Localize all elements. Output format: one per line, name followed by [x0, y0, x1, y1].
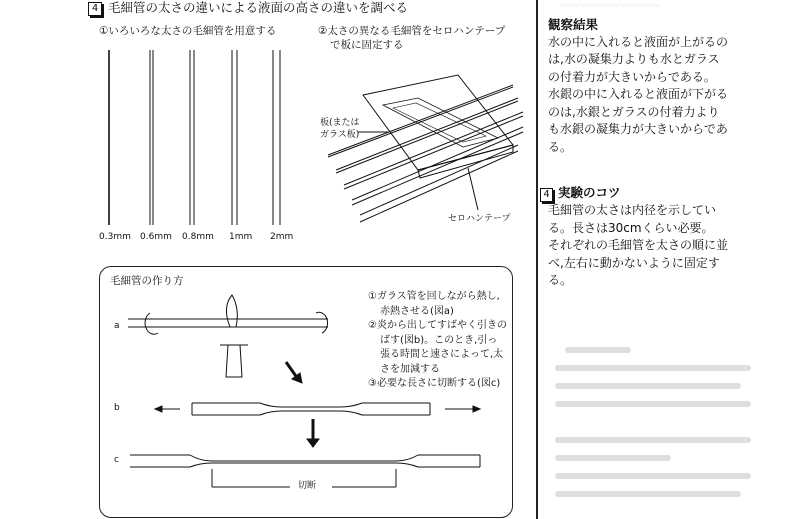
observation-line: る。 — [548, 139, 573, 154]
observation-line: のは,水銀とガラスの付着力より — [548, 104, 720, 119]
step2-caption-line2: で板に固定する — [330, 39, 404, 51]
tips-line: べ,左右に動かないように固定す — [548, 255, 720, 270]
tube-size-label: 0.8mm — [182, 232, 214, 242]
observation-line: は,水の凝集力よりも水とガラス — [548, 52, 720, 66]
method-step-line: ③必要な長さに切断する(図c) — [368, 378, 501, 389]
observation-section — [548, 16, 754, 156]
tube-size-label: 0.6mm — [140, 232, 172, 242]
method-step-line: 張る時間と速さによって,太 — [380, 349, 504, 360]
row-label-a: a — [114, 321, 120, 331]
column-divider — [536, 0, 538, 519]
tips-line: る。 — [548, 273, 573, 287]
section-title — [88, 0, 408, 16]
board-figure — [318, 60, 533, 230]
tips-number: 4 — [540, 188, 553, 202]
method-diagram — [100, 267, 510, 515]
observation-title: 観察結果 — [548, 17, 599, 32]
tube-size-label: 1mm — [229, 232, 253, 242]
show-through-marks — [548, 340, 768, 515]
board-label-line2: ガラス板) — [320, 130, 360, 140]
tape-label: セロハンテープ — [448, 214, 511, 224]
method-step-line: さを加減する — [380, 363, 440, 375]
tube-size-label: 2mm — [270, 232, 294, 242]
observation-line: 水銀の中に入れると液面が下がる — [548, 87, 729, 101]
method-title: 毛細管の作り方 — [110, 275, 184, 287]
method-step-line: ②炎から出してすばやく引きの — [368, 320, 507, 331]
method-step-line: 赤熱させる(図a) — [380, 305, 454, 317]
step2-caption-line1: ②太さの異なる毛細管をセロハンテープ — [318, 25, 506, 37]
step1-caption: ①いろいろな太さの毛細管を用意する — [99, 25, 277, 37]
tips-section — [543, 184, 754, 290]
capillary-tubes-figure — [95, 45, 310, 230]
observation-line: も水銀の凝集力が大きいからであ — [548, 122, 728, 136]
tube-size-label: 0.3mm — [99, 232, 131, 242]
method-box — [99, 266, 513, 518]
tips-line: る。長さは30cmくらい必要。 — [548, 220, 714, 235]
cut-label: 切断 — [298, 481, 317, 491]
tips-title — [543, 184, 754, 202]
tips-title-text: 実験のコツ — [558, 185, 621, 200]
section-title-text: 毛細管の太さの違いによる液面の高さの違いを調べる — [108, 0, 409, 15]
tips-line: それぞれの毛細管を太さの順に並 — [548, 238, 729, 252]
show-through-text: 〰〰〰〰〰〰〰〰〰〰 — [560, 1, 660, 12]
board-label-line1: 板(または — [320, 118, 360, 128]
tips-line: 毛細管の太さは内径を示してい — [548, 203, 717, 217]
section-number: 4 — [88, 2, 102, 16]
row-label-c: c — [114, 455, 119, 465]
observation-line: の付着力が大きいからである。 — [548, 69, 716, 84]
row-label-b: b — [114, 403, 120, 413]
method-step-line: ①ガラス管を回しながら熱し, — [368, 291, 500, 302]
observation-line: 水の中に入れると液面が上がるの — [548, 34, 729, 49]
method-step-line: ばす(図b)。このとき,引っ — [380, 334, 498, 346]
